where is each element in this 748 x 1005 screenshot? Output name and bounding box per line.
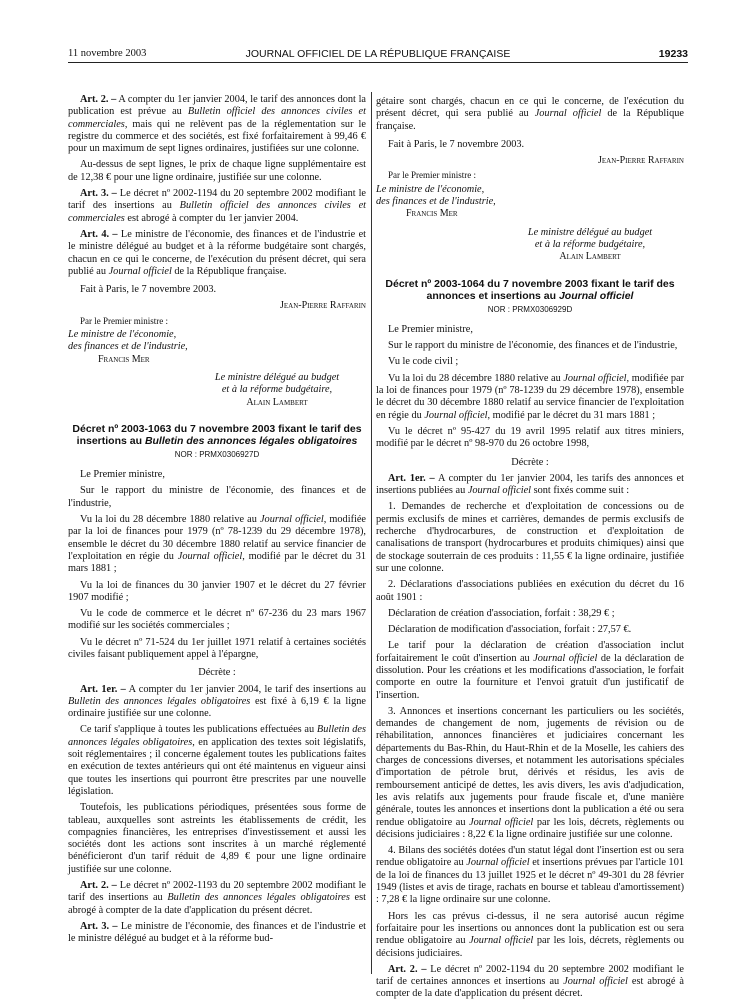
- right-column: [376, 96, 684, 1005]
- signature-minister-eco-2-name: Francis Mer: [406, 208, 458, 220]
- d1063-article-3: Art. 3. – Le ministre de l'économie, des finances et de l'industrie et le ministre délégué au budget et à la réforme bud-: [68, 920, 367, 945]
- signature-pm-name: Jean-Pierre Raffarin: [280, 300, 366, 312]
- tarif-item-2b: Déclaration de modification d'association, forfait : 27,57 €.: [388, 624, 632, 636]
- signature-budget-block-2: [496, 227, 684, 264]
- visa-loi-1880: Vu la loi du 28 décembre 1880 relative au Journal officiel, modifiée par la loi de finances pour 1979 (nº 78-1239 du 29 décembre 1978), ensemble le décret du 30 décembre 1880 relatif au service financier de l'exploitation en régie du Journal officiel, modifié par le décret du 31 mars 1881 ;: [376, 372, 685, 421]
- signature-minister-eco-2-line2: des finances et de l'industrie,: [376, 196, 496, 208]
- page-header: [68, 48, 688, 62]
- rapport-2: Sur le rapport du ministre de l'économie, des finances et de l'industrie,: [388, 340, 678, 352]
- premier-ministre: Le Premier ministre,: [80, 469, 165, 481]
- left-column: [68, 94, 366, 950]
- tarif-item-2a: Déclaration de création d'association, forfait : 38,29 € ;: [388, 607, 615, 619]
- visa-3: Vu le code de commerce et le décret nº 67-236 du 23 mars 1967 modifié sur les sociétés commerciales ;: [68, 608, 366, 632]
- column-divider: [371, 92, 372, 974]
- signature-minister-eco-line2: des finances et de l'industrie,: [68, 341, 188, 353]
- decree-1063-title: Décret nº 2003-1063 du 7 novembre 2003 fixant le tarif des insertions au Bulletin des annonces légales obligatoires: [72, 422, 362, 447]
- decree-1063-nor: NOR : PRMX0306927D: [174, 449, 260, 459]
- article-2: Art. 2. – A compter du 1er janvier 2004, le tarif des annonces dont la publication est prévue au Bulletin officiel des annonces civiles et commerciales, mais qui ne relèvent pas de la réglementation sur le registre du commerce et des sociétés, est fixé forfaitairement à 99,46 € pour un maximum de sept lignes ordinaires, justifiées sur une colonne.: [68, 94, 367, 155]
- decrete: Décrète :: [198, 667, 236, 679]
- hors-cas: Hors les cas prévus ci-dessus, il ne sera autorisé aucun régime forfaitaire pour les insertions ou annonces dont la publication est ou sera rendue obligatoire au Journal officiel par les lois, décrets, règlements ou décisions judiciaires.: [376, 910, 684, 959]
- signature-budget-2-name: Alain Lambert: [559, 251, 621, 263]
- signature-par-pm: Par le Premier ministre :: [80, 315, 168, 326]
- d1063-article-1: Art. 1er. – A compter du 1er janvier 2004, le tarif des insertions au Bulletin des annonces légales obligatoires est fixé à 6,19 € la ligne ordinaire justifiée sur une colonne.: [68, 683, 366, 720]
- tarif-item-3: 3. Annonces et insertions concernant les particuliers ou les sociétés, demandes de changement de nom, jugements de révision ou de réhabilitation, annonces financières et judiciaires concernant les départements du Bas-Rhin, du Haut-Rhin et de la Moselle, les cahiers des charges de concessions diverses, et notamment les autorisations spéciales d'importation de pétrole brut, dérivés et résidus, les avis de remboursement anticipé de dettes, les avis divers, les avis d'adjudication, les avis relatifs aux jugements pour fraude fiscale et, d'une manière générale, toutes les annonces et insertions dont la publication a été ou sera rendue obligatoire au Journal officiel par les lois, décrets, règlements ou décisions judiciaires : 8,22 € la ligne ordinaire justifiée sur une colonne.: [376, 705, 684, 840]
- signature-budget-line1: Le ministre délégué au budget: [214, 371, 340, 383]
- tarif-item-2: 2. Déclarations d'associations publiées en exécution du décret du 16 août 1901 :: [376, 579, 684, 603]
- visa-2: Vu la loi de finances du 30 janvier 1907 et le décret du 27 février 1907 modifié ;: [68, 579, 366, 603]
- header-page-number: 19233: [658, 48, 688, 60]
- tarif-item-4: 4. Bilans des sociétés dotées d'un statut légal dont l'insertion est ou sera rendue obligatoire au Journal officiel et insertions prévues par l'article 101 de la loi de finances du 13 juillet 1925 et le décret nº 49-301 du 28 février 1949 (listes et avis de tirage, rachats en bourse et tableau d'amortissement) : 7,28 € la ligne ordinaire sur une colonne.: [376, 845, 684, 906]
- rapport: Sur le rapport du ministre de l'économie, des finances et de l'industrie,: [68, 485, 366, 509]
- d1063-article-3-cont: gétaire sont chargés, chacun en ce qui le concerne, de l'exécution du présent décret, qui sera publié au Journal officiel de la République française.: [376, 96, 684, 132]
- header-date: 11 novembre 2003: [68, 48, 147, 59]
- signature-date-2: Fait à Paris, le 7 novembre 2003.: [388, 138, 525, 150]
- signature-budget-line2: et à la réforme budgétaire,: [221, 384, 333, 396]
- header-journal-title: JOURNAL OFFICIEL DE LA RÉPUBLIQUE FRANÇAISE: [245, 48, 511, 60]
- visa-4: Vu le décret nº 71-524 du 1er juillet 1971 relatif à certaines sociétés civiles faisant publiquement appel à l'épargne,: [68, 636, 366, 660]
- visa-decret-1995: Vu le décret nº 95-427 du 19 avril 1995 relatif aux titres miniers, modifié par le décret nº 98-970 du 26 octobre 1998,: [376, 425, 684, 450]
- d1063-article-1-p2: Ce tarif s'applique à toutes les publications effectuées au Bulletin des annonces légales obligatoires, en application des textes soit législatifs, soit réglementaires ; il concerne également toutes les publications faites en exécution de textes antérieurs qui ont été maintenus en vigueur ainsi que toutes les insertions qui pourront être prescrites par une nouvelle législation.: [68, 724, 366, 797]
- signature-minister-eco-name: Francis Mer: [98, 353, 150, 365]
- signature-par-pm-2: Par le Premier ministre :: [388, 170, 476, 181]
- d1064-article-2: Art. 2. – Le décret nº 2002-1194 du 20 septembre 2002 modifiant le tarif de certaines annonces et insertions au Journal officiel est abrogé à compter de la date d'application du présent décret.: [376, 963, 685, 1000]
- decree-1064-title: Décret nº 2003-1064 du 7 novembre 2003 fixant le tarif des annonces et insertions au Journal officiel: [385, 277, 675, 302]
- signature-minister-eco-2-line1: Le ministre de l'économie,: [376, 183, 485, 195]
- visa-code-civil: Vu le code civil ;: [388, 356, 459, 368]
- article-4: Art. 4. – Le ministre de l'économie, des finances et de l'industrie et le ministre délégué au budget et à la réforme budgétaire sont chargés, chacun en ce qui le concerne, de l'exécution du présent décret, qui sera publié au Journal officiel de la République française.: [68, 228, 367, 277]
- signature-budget-2-line2: et à la réforme budgétaire,: [534, 238, 646, 250]
- decrete-2: Décrète :: [511, 456, 549, 468]
- visa-1: Vu la loi du 28 décembre 1880 relative au Journal officiel, modifiée par la loi de finances pour 1979 (nº 78-1239 du 29 décembre 1978), ensemble le décret du 30 décembre 1880 relatif au service financier de l'exploitation en régie du Journal officiel, modifié par le décret du 31 mars 1881 ;: [68, 514, 367, 575]
- signature-minister-eco-line1: Le ministre de l'économie,: [68, 329, 177, 341]
- tarif-item-2c: Le tarif pour la déclaration de création d'association inclut forfaitairement le coût d'insertion au Journal officiel de la déclaration de dissolution. Pour les créations et les modifications d'association, le forfait comporte en outre la fourniture et l'envoi gratuit d'un justificatif de l'insertion.: [376, 640, 684, 701]
- d1063-article-1-p3: Toutefois, les publications périodiques, présentées sous forme de tableau, auxquelles sont astreints les établissements de crédit, les compagnies financières, les entreprises d'investissement et aussi les sociétés dont les actions sont inscrites à un marché réglementé bénéficieront d'un tarif réduit de 4,89 € pour une ligne ordinaire justifiée sur une colonne.: [68, 802, 366, 875]
- d1063-article-2: Art. 2. – Le décret nº 2002-1193 du 20 septembre 2002 modifiant le tarif des insertions au Bulletin des annonces légales obligatoires est abrogé à compter de la date d'application du présent décret.: [68, 880, 367, 916]
- article-3: Art. 3. – Le décret nº 2002-1194 du 20 septembre 2002 modifiant le tarif des insertions au Bulletin officiel des annonces civiles et commerciales est abrogé à compter du 1er janvier 2004.: [68, 188, 367, 224]
- article-2-paragraph-2: Au-dessus de sept lignes, le prix de chaque ligne supplémentaire est de 12,38 € pour une ligne ordinaire, justifiée sur une colonne.: [68, 159, 366, 183]
- d1064-article-1: Art. 1er. – A compter du 1er janvier 2004, les tarifs des annonces et insertions publiées au Journal officiel sont fixés comme suit :: [376, 472, 684, 497]
- signature-budget-block: [188, 372, 366, 409]
- premier-ministre-2: Le Premier ministre,: [388, 323, 473, 335]
- signature-budget-name: Alain Lambert: [246, 396, 308, 408]
- header-rule: [68, 62, 688, 63]
- signature-pm-name-2: Jean-Pierre Raffarin: [598, 155, 684, 167]
- signature-date: Fait à Paris, le 7 novembre 2003.: [80, 284, 217, 296]
- decree-1064-nor: NOR : PRMX0306929D: [487, 304, 573, 314]
- signature-budget-2-line1: Le ministre délégué au budget: [527, 226, 653, 238]
- tarif-item-1: 1. Demandes de recherche et d'exploitation de concessions ou de permis exclusifs de mines et carrières, demandes de permis exclusifs de recherche d'hydrocarbures, de construction et d'exploitation de canalisations de transport (hydrocarbures et produits chimiques) ainsi que de stockage souterrain de ces produits : 11,55 € la ligne ordinaire, justifiée sur une colonne.: [376, 501, 684, 574]
